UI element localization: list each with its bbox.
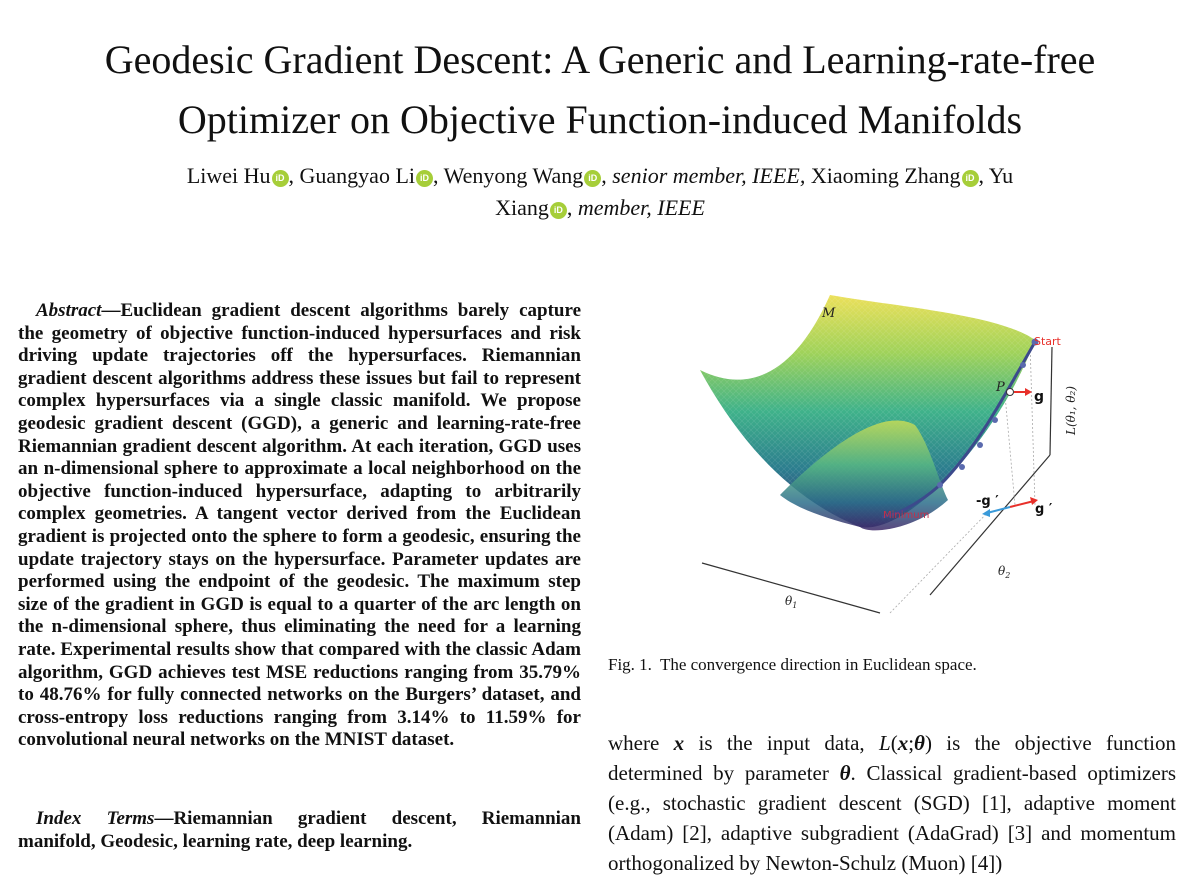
author-name: Yu bbox=[988, 163, 1014, 188]
author-name: Xiaoming Zhang bbox=[810, 163, 961, 188]
label-theta1: $\theta_1$ bbox=[785, 594, 798, 610]
caption-label: Fig. 1. bbox=[608, 655, 652, 674]
orcid-icon[interactable]: iD bbox=[550, 202, 567, 219]
trajectory-point bbox=[1020, 362, 1026, 368]
label-P: P bbox=[996, 380, 1005, 395]
label-g: g bbox=[1034, 389, 1045, 405]
index-terms-label: Index Terms bbox=[36, 808, 155, 829]
abstract-label: Abstract bbox=[36, 300, 102, 321]
author-list: Liwei Hu iD , Guangyao Li iD , Wenyong Wang iD , senior member, IEEE, Xiaoming Zhang iD , Yu Xiang iD , member, IEEE bbox=[186, 163, 1014, 220]
author-name: Liwei Hu bbox=[186, 163, 271, 188]
projection-line bbox=[1030, 343, 1035, 505]
title-line-2: Optimizer on Objective Function-induced Manifolds bbox=[177, 97, 1023, 142]
label-g-prime: g ′ bbox=[1035, 502, 1053, 517]
surface-plot bbox=[700, 295, 1100, 635]
index-terms-text: Riemannian gradient descent, Riemannian manifold, Geodesic, learning rate, deep learning. bbox=[18, 808, 581, 852]
label-theta2: $\theta_2$ bbox=[998, 564, 1011, 580]
math-var: L bbox=[879, 731, 891, 755]
author-affiliation: senior member, IEEE, bbox=[612, 163, 806, 188]
label-neg-g-prime: -g ′ bbox=[976, 494, 999, 509]
arrowhead bbox=[1025, 388, 1032, 396]
author-name: Wenyong Wang bbox=[443, 163, 584, 188]
trajectory-point bbox=[977, 442, 983, 448]
paper-title bbox=[0, 30, 1200, 150]
label-M: M bbox=[822, 306, 836, 321]
caption-text: The convergence direction in Euclidean space. bbox=[659, 655, 977, 674]
figure-1 bbox=[700, 295, 1100, 635]
author-name: Xiang bbox=[495, 195, 549, 220]
orcid-icon[interactable]: iD bbox=[584, 170, 601, 187]
orcid-icon[interactable]: iD bbox=[416, 170, 433, 187]
math-var: θ bbox=[914, 731, 925, 755]
orcid-icon[interactable]: iD bbox=[272, 170, 289, 187]
math-var: x bbox=[897, 731, 909, 755]
orcid-icon[interactable]: iD bbox=[962, 170, 979, 187]
abstract-text: Euclidean gradient descent algorithms barely capture the geometry of objective function-induced hypersurfaces and risk driving update trajectories off the hypersurfaces. Riemannian gradient descent algorithms address these issues but fail to represent complex hypersurfaces via a single classic manifold. We propose geodesic gradient descent (GGD), a generic and learning-rate-free Riemannian gradient descent algorithm. At each iteration, GGD uses an n-dimensional sphere to approximate a local neighborhood on the objective function-induced hypersurface, adapting to arbitrarily complex geometries. A tangent vector derived from the Euclidean gradient is projected onto the sphere to form a geodesic, ensuring the update trajectory stays on the hypersurface. Parameter updates are performed using the endpoint of the geodesic. The maximum step size of the gradient in GGD is equal to a quarter of the arc length on the n-dimensional sphere, thus eliminating the need for a learning rate. Experimental results show that compared with the classic Adam algorithm, GGD achieves test MSE reductions ranging from 35.79% to 48.76% for fully connected networks on the Burgers’ dataset, and cross-entropy loss reductions ranging from 3.14% to 11.59% for convolutional neural networks on the MNIST dataset. bbox=[18, 300, 581, 751]
abstract: Abstract—Euclidean gradient descent algorithms barely capture the geometry of objective function-induced hypersurfaces and risk driving update trajectories off the hypersurfaces. Riemannian gradient descent algorithms address these issues but fail to represent complex hypersurfaces via a single classic manifold. We propose geodesic gradient descent (GGD), a generic and learning-rate-free Riemannian gradient descent algorithm. At each iteration, GGD uses an n-dimensional sphere to approximate a local neighborhood on the objective function-induced hypersurface, adapting to arbitrarily complex geometries. A tangent vector derived from the Euclidean gradient is projected onto the sphere to form a geodesic, ensuring the update trajectory stays on the hypersurface. Parameter updates are performed using the endpoint of the geodesic. The maximum step size of the gradient in GGD is equal to a quarter of the arc length on the n-dimensional sphere, thus eliminating the need for a learning rate. Experimental results show that compared with the classic Adam algorithm, GGD achieves test MSE reductions ranging from 35.79% to 48.76% for fully connected networks on the Burgers’ dataset, and cross-entropy loss reductions ranging from 3.14% to 11.59% for convolutional neural networks on the MNIST dataset. bbox=[18, 300, 581, 751]
projection-line bbox=[1005, 395, 1015, 505]
author-affiliation: member, IEEE bbox=[577, 195, 705, 220]
trajectory-point bbox=[959, 464, 965, 470]
body-paragraph: where x is the input data, L(x;θ) is the objective function determined by parameter θ. Classical gradient-based optimizers (e.g., stochastic gradient descent (SGD) [1], adaptive moment (Adam) [2], adaptive subgradient (AdaGrad) [3] and momentum orthogonalized by Newton-Schulz (Muon) [4]) bbox=[608, 731, 1176, 875]
trajectory-point bbox=[992, 417, 998, 423]
arrowhead bbox=[982, 509, 990, 517]
math-var: θ bbox=[839, 761, 851, 785]
projected-gradient-arrow bbox=[1010, 501, 1034, 507]
figure-caption bbox=[608, 654, 1188, 676]
point-P bbox=[1007, 389, 1014, 396]
author-name: Guangyao Li bbox=[299, 163, 415, 188]
index-terms: Index Terms—Riemannian gradient descent, Riemannian manifold, Geodesic, learning rate, deep learning. bbox=[18, 808, 581, 852]
label-start: Start bbox=[1034, 335, 1061, 348]
projection-line bbox=[890, 510, 990, 613]
label-L-axis: L(θ₁, θ₂) bbox=[1064, 385, 1078, 435]
math-var: x bbox=[673, 731, 685, 755]
label-minimum: Minimum bbox=[883, 510, 930, 521]
trajectory-point bbox=[937, 482, 943, 488]
title-line-1: Geodesic Gradient Descent: A Generic and Learning-rate-free bbox=[104, 37, 1096, 82]
L-axis-line bbox=[1050, 347, 1052, 455]
